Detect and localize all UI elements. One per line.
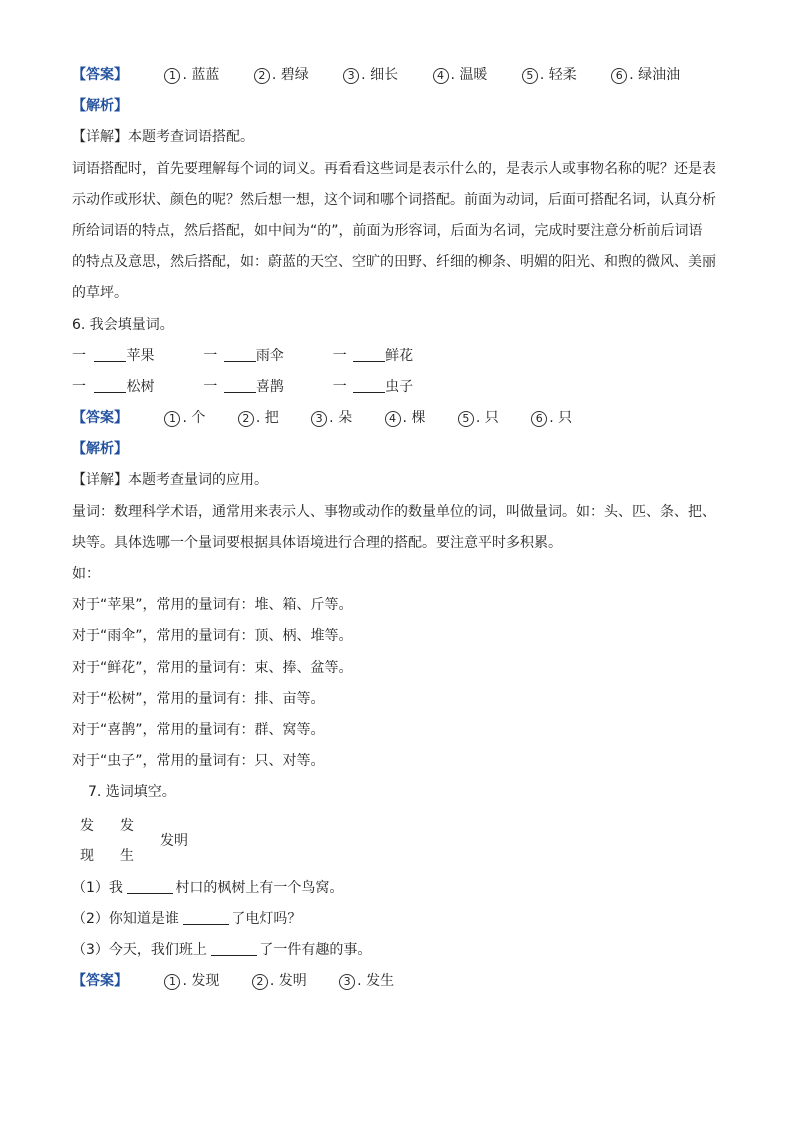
circled-number: 4	[433, 68, 449, 84]
detail-title: 本题考查词语搭配。	[128, 129, 254, 146]
analysis-heading	[72, 434, 722, 465]
answer-item: 3 . 发生	[339, 966, 394, 997]
detail-heading	[72, 465, 722, 496]
circled-number: 3	[343, 68, 359, 84]
answer-text: 发现	[191, 973, 220, 990]
analysis-label: 【解析】	[72, 441, 128, 458]
document-page	[72, 60, 722, 997]
blank-word: 松树	[126, 378, 155, 395]
answer-item: 1 . 蓝蓝	[164, 60, 219, 91]
answer-item: 6 . 绿油油	[611, 60, 680, 91]
answer-text: 绿油油	[638, 67, 681, 83]
fill-blank[interactable]	[211, 939, 257, 956]
detail-heading	[72, 122, 722, 153]
blank-word: 喜鹊	[255, 378, 284, 395]
example-line: 对于“苹果”，常用的量词有：堆、箱、斤等。	[72, 597, 353, 614]
answer-label: 【答案】	[72, 973, 128, 990]
circled-number: 3	[339, 974, 355, 990]
prefix-yi: 一	[332, 347, 347, 364]
answer-label: 【答案】	[72, 67, 128, 83]
circled-number: 6	[611, 68, 627, 84]
question-text: （3）今天，我们班上	[72, 941, 212, 958]
prefix-yi: 一	[332, 378, 347, 395]
q6-row-2	[72, 372, 722, 403]
circled-number: 5	[522, 68, 538, 84]
q7-question	[72, 873, 722, 904]
answer-label: 【答案】	[72, 410, 128, 427]
fill-blank[interactable]	[224, 376, 256, 393]
detail-title: 本题考查量词的应用。	[128, 472, 268, 489]
detail-label: 【详解】	[72, 472, 128, 489]
answer-item: 4 . 棵	[385, 403, 426, 434]
detail-label: 【详解】	[72, 129, 128, 146]
answer-item: 1 . 个	[164, 403, 205, 434]
blank-word: 雨伞	[255, 347, 284, 364]
answer-item: 2 . 把	[238, 403, 279, 434]
choice-word: 发明	[160, 832, 188, 849]
circled-number: 1	[164, 411, 180, 427]
question-text: （1）我	[72, 879, 128, 896]
paragraph-line: 所给词语的特点，然后搭配，如中间为“的”，前面为形容词，后面为名词，完成时要注意分析前后词语	[72, 222, 703, 239]
answer-item: 1 . 发现	[164, 966, 219, 997]
answer-text: 把	[264, 410, 279, 427]
choice-char: 发	[80, 817, 94, 834]
fill-blank[interactable]	[353, 345, 385, 362]
answer-text: 个	[191, 410, 206, 427]
example-intro: 如：	[72, 566, 100, 582]
answer-item: 2 . 发明	[252, 966, 307, 997]
paragraph-line: 示动作或形状、颜色的呢？然后想一想，这个词和哪个词搭配。前面为动词，后面可搭配名词，认真分析	[72, 191, 716, 208]
q7-question	[72, 904, 722, 935]
circled-number: 1	[164, 68, 180, 84]
circled-number: 6	[531, 411, 547, 427]
circled-number: 2	[254, 68, 270, 84]
answer-text: 蓝蓝	[191, 67, 220, 83]
answer-text: 碧绿	[280, 67, 309, 83]
example-line: 对于“松树”，常用的量词有：排、亩等。	[72, 690, 325, 707]
circled-number: 2	[238, 411, 254, 427]
example-line: 对于“鲜花”，常用的量词有：束、捧、盆等。	[72, 659, 353, 676]
question-text: 村口的枫树上有一个鸟窝。	[175, 879, 344, 896]
blank-word: 虫子	[385, 378, 414, 395]
fill-blank[interactable]	[183, 908, 229, 925]
answer-text: 轻柔	[548, 67, 577, 83]
fill-blank[interactable]	[94, 376, 126, 393]
paragraph-line: 的草坪。	[72, 285, 128, 302]
paragraph-line: 的特点及意思，然后搭配，如：蔚蓝的天空、空旷的田野、纤细的柳条、明媚的阳光、和煦的微风、美丽	[72, 254, 716, 271]
circled-number: 2	[252, 974, 268, 990]
answer-text: 温暖	[459, 67, 488, 83]
prefix-yi: 一	[203, 378, 218, 395]
prefix-yi: 一	[72, 378, 86, 395]
question-text: 了电灯吗？	[231, 910, 302, 927]
answer-item: 3 . 细长	[343, 60, 398, 91]
fill-blank[interactable]	[224, 345, 256, 362]
answer-item: 3 . 朵	[311, 403, 352, 434]
circled-number: 1	[164, 974, 180, 990]
word-choice-box	[72, 811, 722, 873]
answer-item: 6 . 只	[531, 403, 572, 434]
q6-answer-row	[72, 403, 722, 434]
answer-text: 只	[484, 410, 499, 427]
circled-number: 4	[385, 411, 401, 427]
analysis-heading	[72, 91, 722, 122]
q6-row-1	[72, 341, 722, 372]
question-text: 了一件有趣的事。	[259, 941, 372, 958]
fill-blank[interactable]	[94, 345, 126, 362]
answer-item: 5 . 轻柔	[522, 60, 577, 91]
paragraph-line: 块等。具体选哪一个量词要根据具体语境进行合理的搭配。要注意平时多积累。	[72, 534, 562, 551]
choice-char: 生	[120, 847, 134, 864]
answer-item: 4 . 温暖	[433, 60, 488, 91]
q5-answer-row	[72, 60, 722, 91]
paragraph-line: 词语搭配时，首先要理解每个词的词义。再看看这些词是表示什么的，是表示人或事物名称的呢？还是表	[72, 160, 716, 177]
q6-title: 6. 我会填量词。	[72, 316, 174, 333]
example-line: 对于“虫子”，常用的量词有：只、对等。	[72, 753, 325, 770]
q7-question	[72, 935, 722, 966]
prefix-yi: 一	[72, 347, 86, 364]
example-line: 对于“喜鹊”，常用的量词有：群、窝等。	[72, 721, 325, 738]
circled-number: 5	[458, 411, 474, 427]
answer-text: 细长	[370, 67, 399, 83]
blank-word: 鲜花	[385, 347, 414, 364]
q7-title: 7. 选词填空。	[88, 784, 176, 801]
answer-text: 棵	[411, 410, 426, 427]
answer-text: 只	[558, 410, 573, 427]
q7-answer-row	[72, 966, 722, 997]
answer-item: 2 . 碧绿	[254, 60, 309, 91]
example-line: 对于“雨伞”，常用的量词有：顶、柄、堆等。	[72, 628, 353, 645]
fill-blank[interactable]	[353, 376, 385, 393]
circled-number: 3	[311, 411, 327, 427]
fill-blank[interactable]	[127, 877, 173, 894]
answer-text: 发明	[278, 973, 307, 990]
answer-text: 发生	[366, 973, 395, 990]
choice-char: 现	[80, 847, 94, 864]
blank-word: 苹果	[126, 347, 155, 364]
choice-char: 发	[120, 817, 134, 834]
analysis-label: 【解析】	[72, 98, 128, 115]
paragraph-line: 量词：数理科学术语，通常用来表示人、事物或动作的数量单位的词，叫做量词。如：头、匹、条、把、	[72, 503, 716, 520]
answer-item: 5 . 只	[458, 403, 499, 434]
prefix-yi: 一	[203, 347, 218, 364]
answer-text: 朵	[338, 410, 353, 427]
question-text: （2）你知道是谁	[72, 910, 184, 927]
